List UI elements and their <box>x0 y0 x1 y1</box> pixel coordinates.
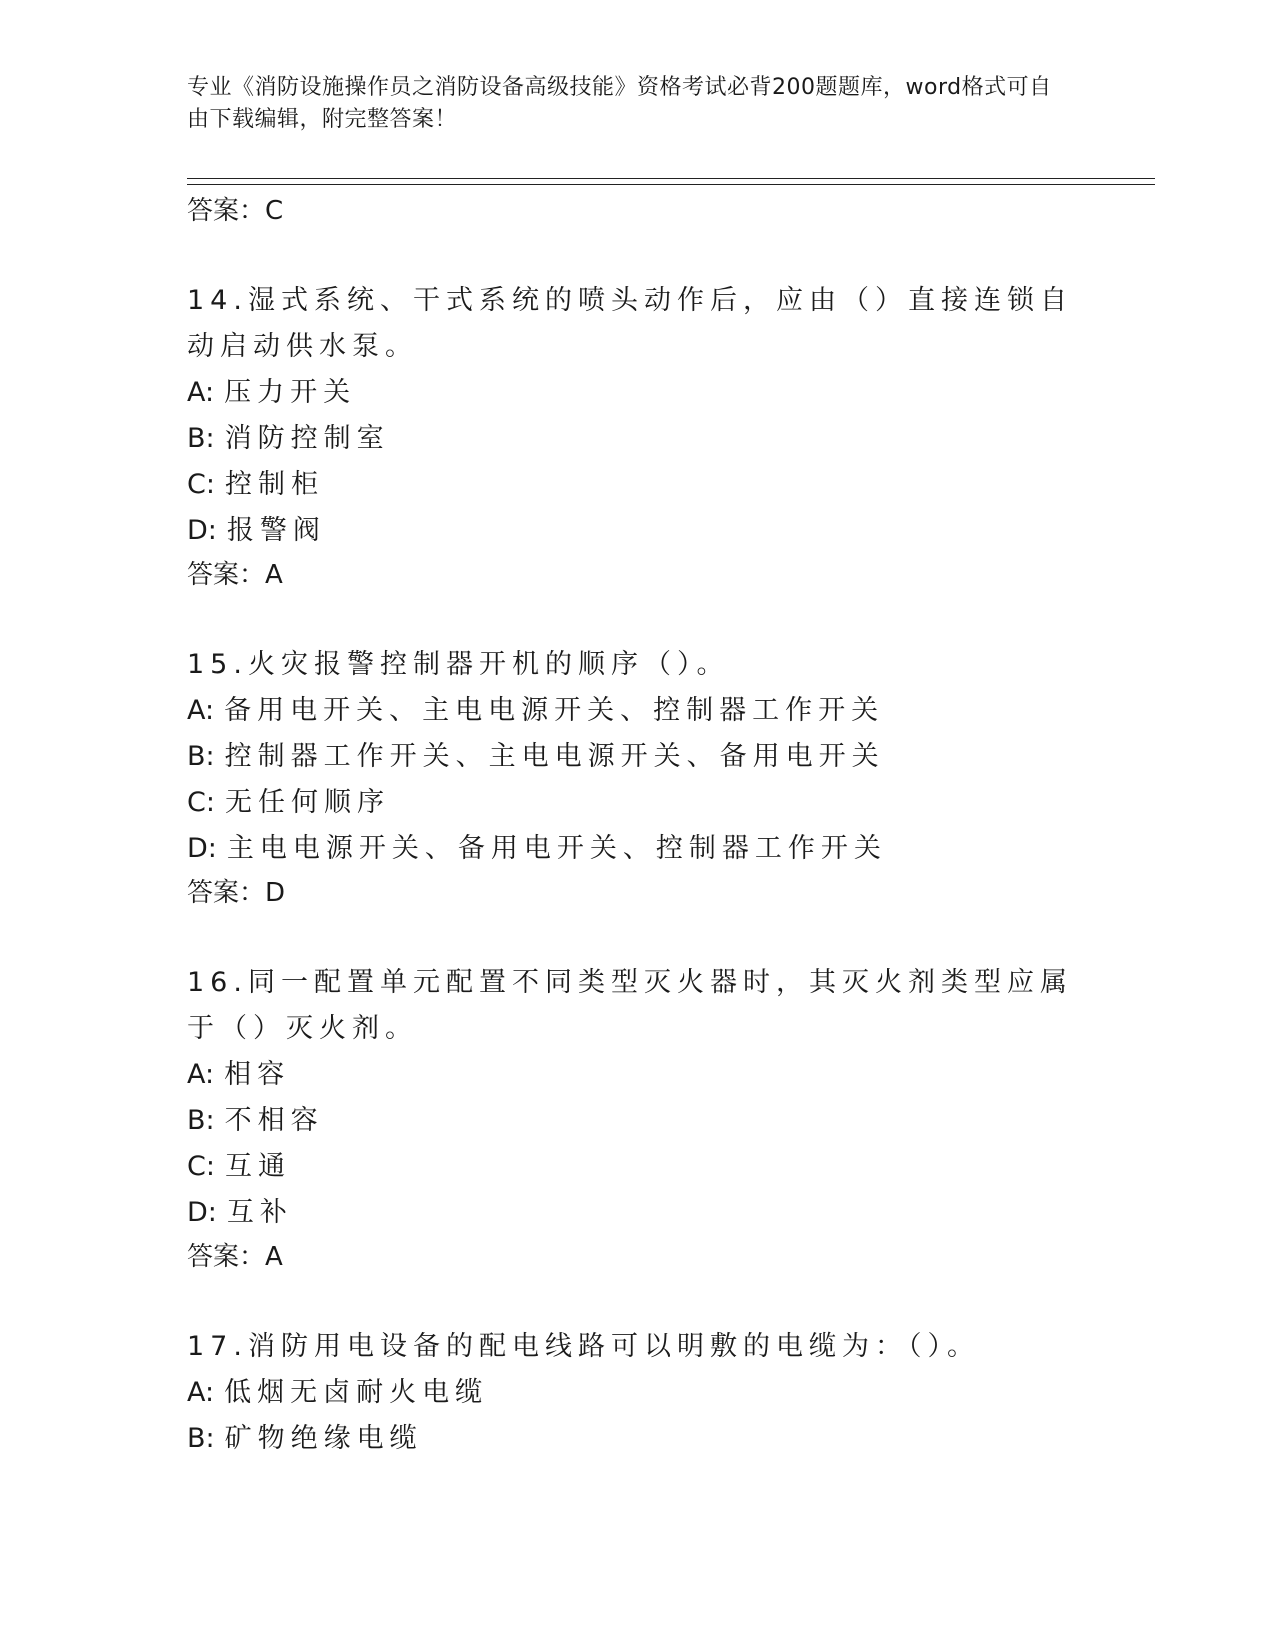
option-d <box>187 826 1087 872</box>
option-d <box>187 1190 1087 1236</box>
option-b <box>187 1416 1087 1462</box>
option-letter: A: <box>187 1377 215 1408</box>
option-a <box>187 370 1087 416</box>
question-text: 14.湿式系统、干式系统的喷头动作后，应由（）直接连锁自动启动供水泵。 <box>187 285 1073 362</box>
option-letter: D: <box>187 833 217 864</box>
option-b <box>187 416 1087 462</box>
answer-14: 答案：A <box>187 560 283 590</box>
header-rule-top <box>187 178 1155 179</box>
option-a <box>187 1052 1087 1098</box>
option-letter: C: <box>187 469 215 500</box>
option-text: 报警阀 <box>226 515 326 546</box>
option-letter: A: <box>187 377 215 408</box>
header-rule-bottom <box>187 184 1155 185</box>
question-17 <box>187 1324 1087 1462</box>
option-text: 主电电源开关、备用电开关、控制器工作开关 <box>226 833 887 864</box>
option-text: 压力开关 <box>224 377 357 408</box>
option-c <box>187 780 1087 826</box>
question-15 <box>187 642 1087 914</box>
answer-15: 答案：D <box>187 878 286 908</box>
option-text: 控制器工作开关、主电电源开关、备用电开关 <box>224 741 885 772</box>
option-text: 相容 <box>224 1059 291 1090</box>
option-text: 消防控制室 <box>224 423 390 454</box>
answer-13: 答案：C <box>187 196 284 226</box>
option-text: 互通 <box>224 1151 291 1182</box>
option-letter: B: <box>187 741 215 772</box>
option-letter: B: <box>187 1423 215 1454</box>
option-letter: D: <box>187 1197 217 1228</box>
option-letter: A: <box>187 1059 215 1090</box>
option-letter: A: <box>187 695 215 726</box>
option-text: 互补 <box>226 1197 293 1228</box>
option-letter: C: <box>187 787 215 818</box>
question-text: 17.消防用电设备的配电线路可以明敷的电缆为：（）。 <box>187 1331 980 1362</box>
option-letter: C: <box>187 1151 215 1182</box>
answer-16: 答案：A <box>187 1242 283 1272</box>
question-14 <box>187 278 1087 596</box>
option-letter: B: <box>187 1105 215 1136</box>
option-text: 备用电开关、主电电源开关、控制器工作开关 <box>224 695 885 726</box>
option-a <box>187 688 1087 734</box>
option-text: 不相容 <box>224 1105 324 1136</box>
question-list <box>187 190 1087 1462</box>
option-text: 低烟无卤耐火电缆 <box>224 1377 489 1408</box>
option-a <box>187 1370 1087 1416</box>
question-16 <box>187 960 1087 1278</box>
option-text: 无任何顺序 <box>224 787 390 818</box>
question-text: 16.同一配置单元配置不同类型灭火器时，其灭火剂类型应属于（）灭火剂。 <box>187 967 1073 1044</box>
question-text: 15.火灾报警控制器开机的顺序（）。 <box>187 649 730 680</box>
page-header: 专业《消防设施操作员之消防设备高级技能》资格考试必背200题题库，word格式可自由下载编辑，附完整答案！ <box>187 75 1052 132</box>
option-c <box>187 462 1087 508</box>
option-b <box>187 1098 1087 1144</box>
option-letter: B: <box>187 423 215 454</box>
option-text: 矿物绝缘电缆 <box>224 1423 423 1454</box>
option-c <box>187 1144 1087 1190</box>
option-letter: D: <box>187 515 217 546</box>
option-b <box>187 734 1087 780</box>
option-d <box>187 508 1087 554</box>
option-text: 控制柜 <box>224 469 324 500</box>
